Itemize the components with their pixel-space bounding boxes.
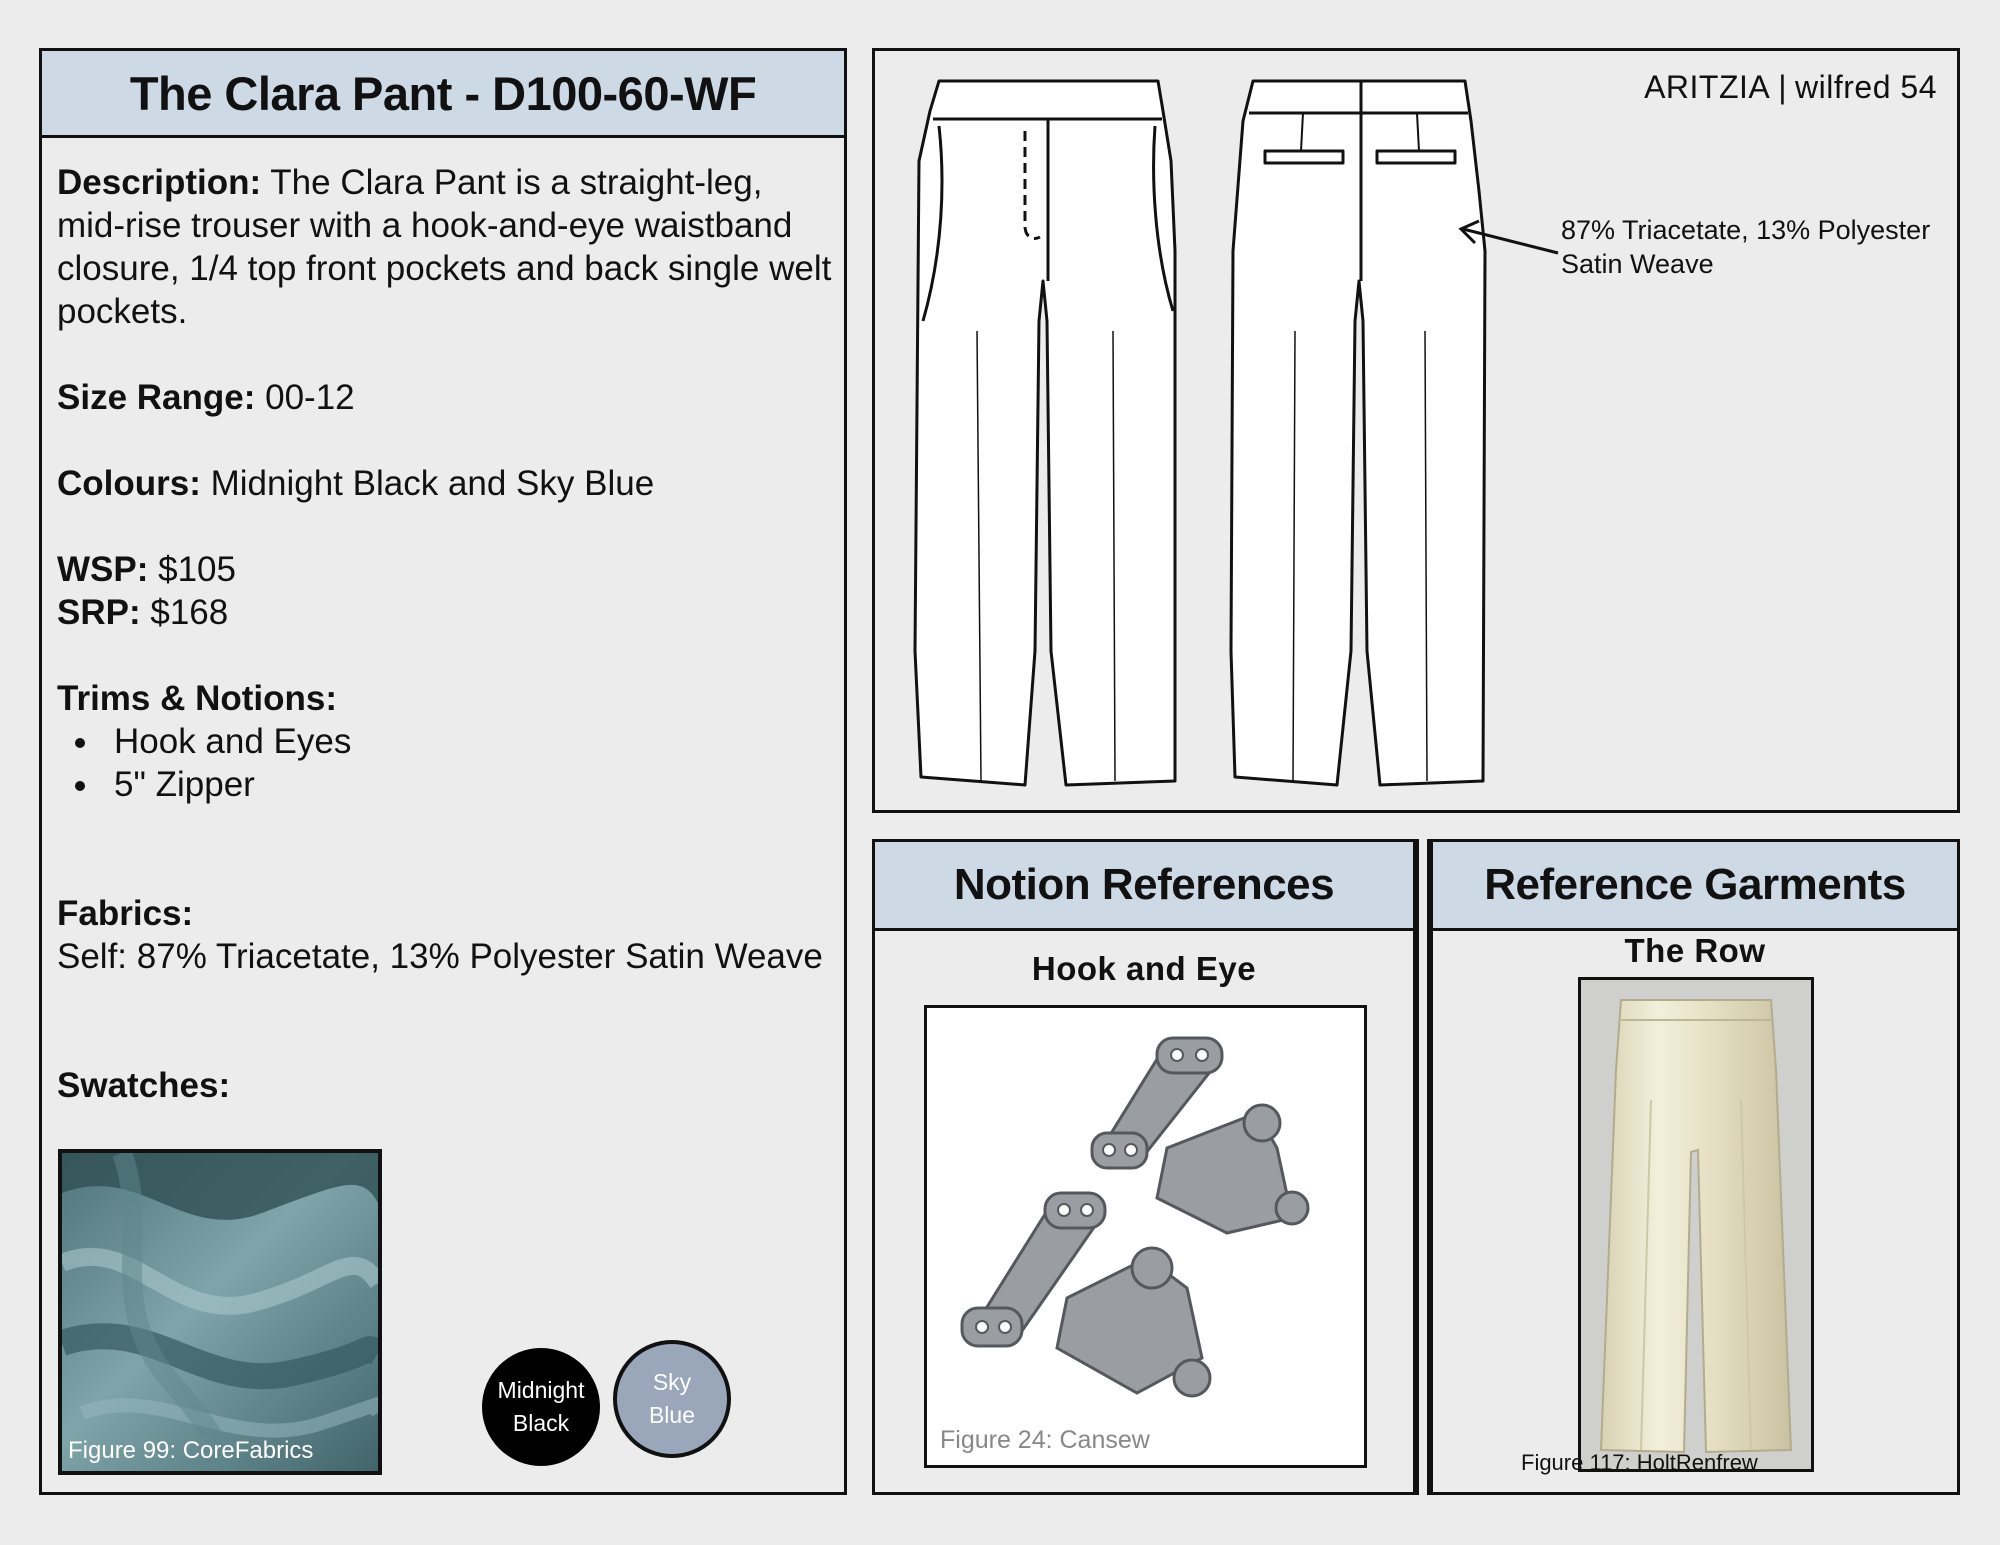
- pant-flat-sketch: [875, 51, 1957, 810]
- colour-name-line: Blue: [648, 1402, 696, 1428]
- swatches-label: Swatches:: [57, 1066, 231, 1105]
- trims-list: [57, 720, 840, 806]
- satin-fabric-illustration: [62, 1153, 378, 1471]
- spec-panel: [39, 48, 847, 1495]
- size-range: [57, 376, 840, 419]
- brand-divider: |: [1778, 69, 1788, 105]
- srp-label: SRP:: [57, 593, 141, 632]
- fabric-callout-line: 87% Triacetate, 13% Polyester: [1561, 215, 1931, 245]
- notion-item-title: Hook and Eye: [1031, 950, 1257, 987]
- srp-value: $168: [140, 593, 229, 632]
- srp: [57, 591, 840, 634]
- colour-swatch-sky-blue: [613, 1340, 731, 1458]
- reference-garments-title: Reference Garments: [1433, 842, 1957, 931]
- colour-name-line: Midnight: [497, 1377, 585, 1403]
- page-title: The Clara Pant - D100-60-WF: [42, 51, 844, 138]
- reference-garments-panel: [1430, 839, 1960, 1495]
- colours-value: Midnight Black and Sky Blue: [200, 464, 655, 503]
- colours-label: Colours:: [57, 464, 201, 503]
- size-value: 00-12: [255, 378, 355, 417]
- fabrics-label: Fabrics:: [57, 894, 194, 933]
- wsp-label: WSP:: [57, 550, 149, 589]
- sub-brand: wilfred 54: [1795, 69, 1937, 105]
- list-item: • Hook and Eyes: [102, 720, 840, 763]
- colour-name-line: Sky: [652, 1369, 692, 1395]
- panel-divider: [1416, 839, 1430, 1495]
- fabric-callout-line: Satin Weave: [1561, 249, 1714, 279]
- wsp: [57, 548, 840, 591]
- description-text: The Clara Pant is a straight-leg, mid-rise trouser with a hook-and-eye waistband closure, 1/4 top front pockets and back single welt pockets.: [57, 163, 832, 331]
- notion-references-title: Notion References: [875, 842, 1413, 931]
- reference-garment-photo: [1578, 977, 1814, 1472]
- hook-and-eye-illustration: [927, 1008, 1364, 1465]
- fabrics-value: Self: 87% Triacetate, 13% Polyester Satin Weave: [57, 937, 823, 976]
- satin-trouser-illustration: [1581, 980, 1811, 1469]
- reference-garment-caption: Figure 117: HoltRenfrew: [1521, 1450, 1758, 1475]
- description: [57, 161, 840, 333]
- wsp-value: $105: [148, 550, 236, 589]
- colour-swatch-midnight-black: [482, 1348, 600, 1466]
- fabric-swatch-image: [58, 1149, 382, 1475]
- reference-garment-name: The Row: [1624, 932, 1766, 969]
- notion-caption: Figure 24: Cansew: [940, 1426, 1150, 1454]
- trims-label: Trims & Notions:: [57, 679, 338, 718]
- list-item: • 5" Zipper: [102, 763, 840, 806]
- brand-lockup: [1644, 69, 1937, 106]
- spec-body: [57, 161, 840, 1107]
- front-pant-outline: [915, 81, 1175, 785]
- technical-sketch-panel: [872, 48, 1960, 813]
- size-label: Size Range:: [57, 378, 256, 417]
- notion-references-panel: [872, 839, 1416, 1495]
- swatch-caption: Figure 99: CoreFabrics: [68, 1437, 314, 1464]
- colours: [57, 462, 840, 505]
- hook-and-eye-photo: [924, 1005, 1367, 1468]
- fabric-callout: [1561, 213, 1930, 281]
- brand-logo: ARITZIA: [1644, 69, 1771, 105]
- description-label: Description:: [57, 163, 262, 202]
- back-pant-outline: [1231, 81, 1485, 785]
- colour-name-line: Black: [512, 1410, 570, 1436]
